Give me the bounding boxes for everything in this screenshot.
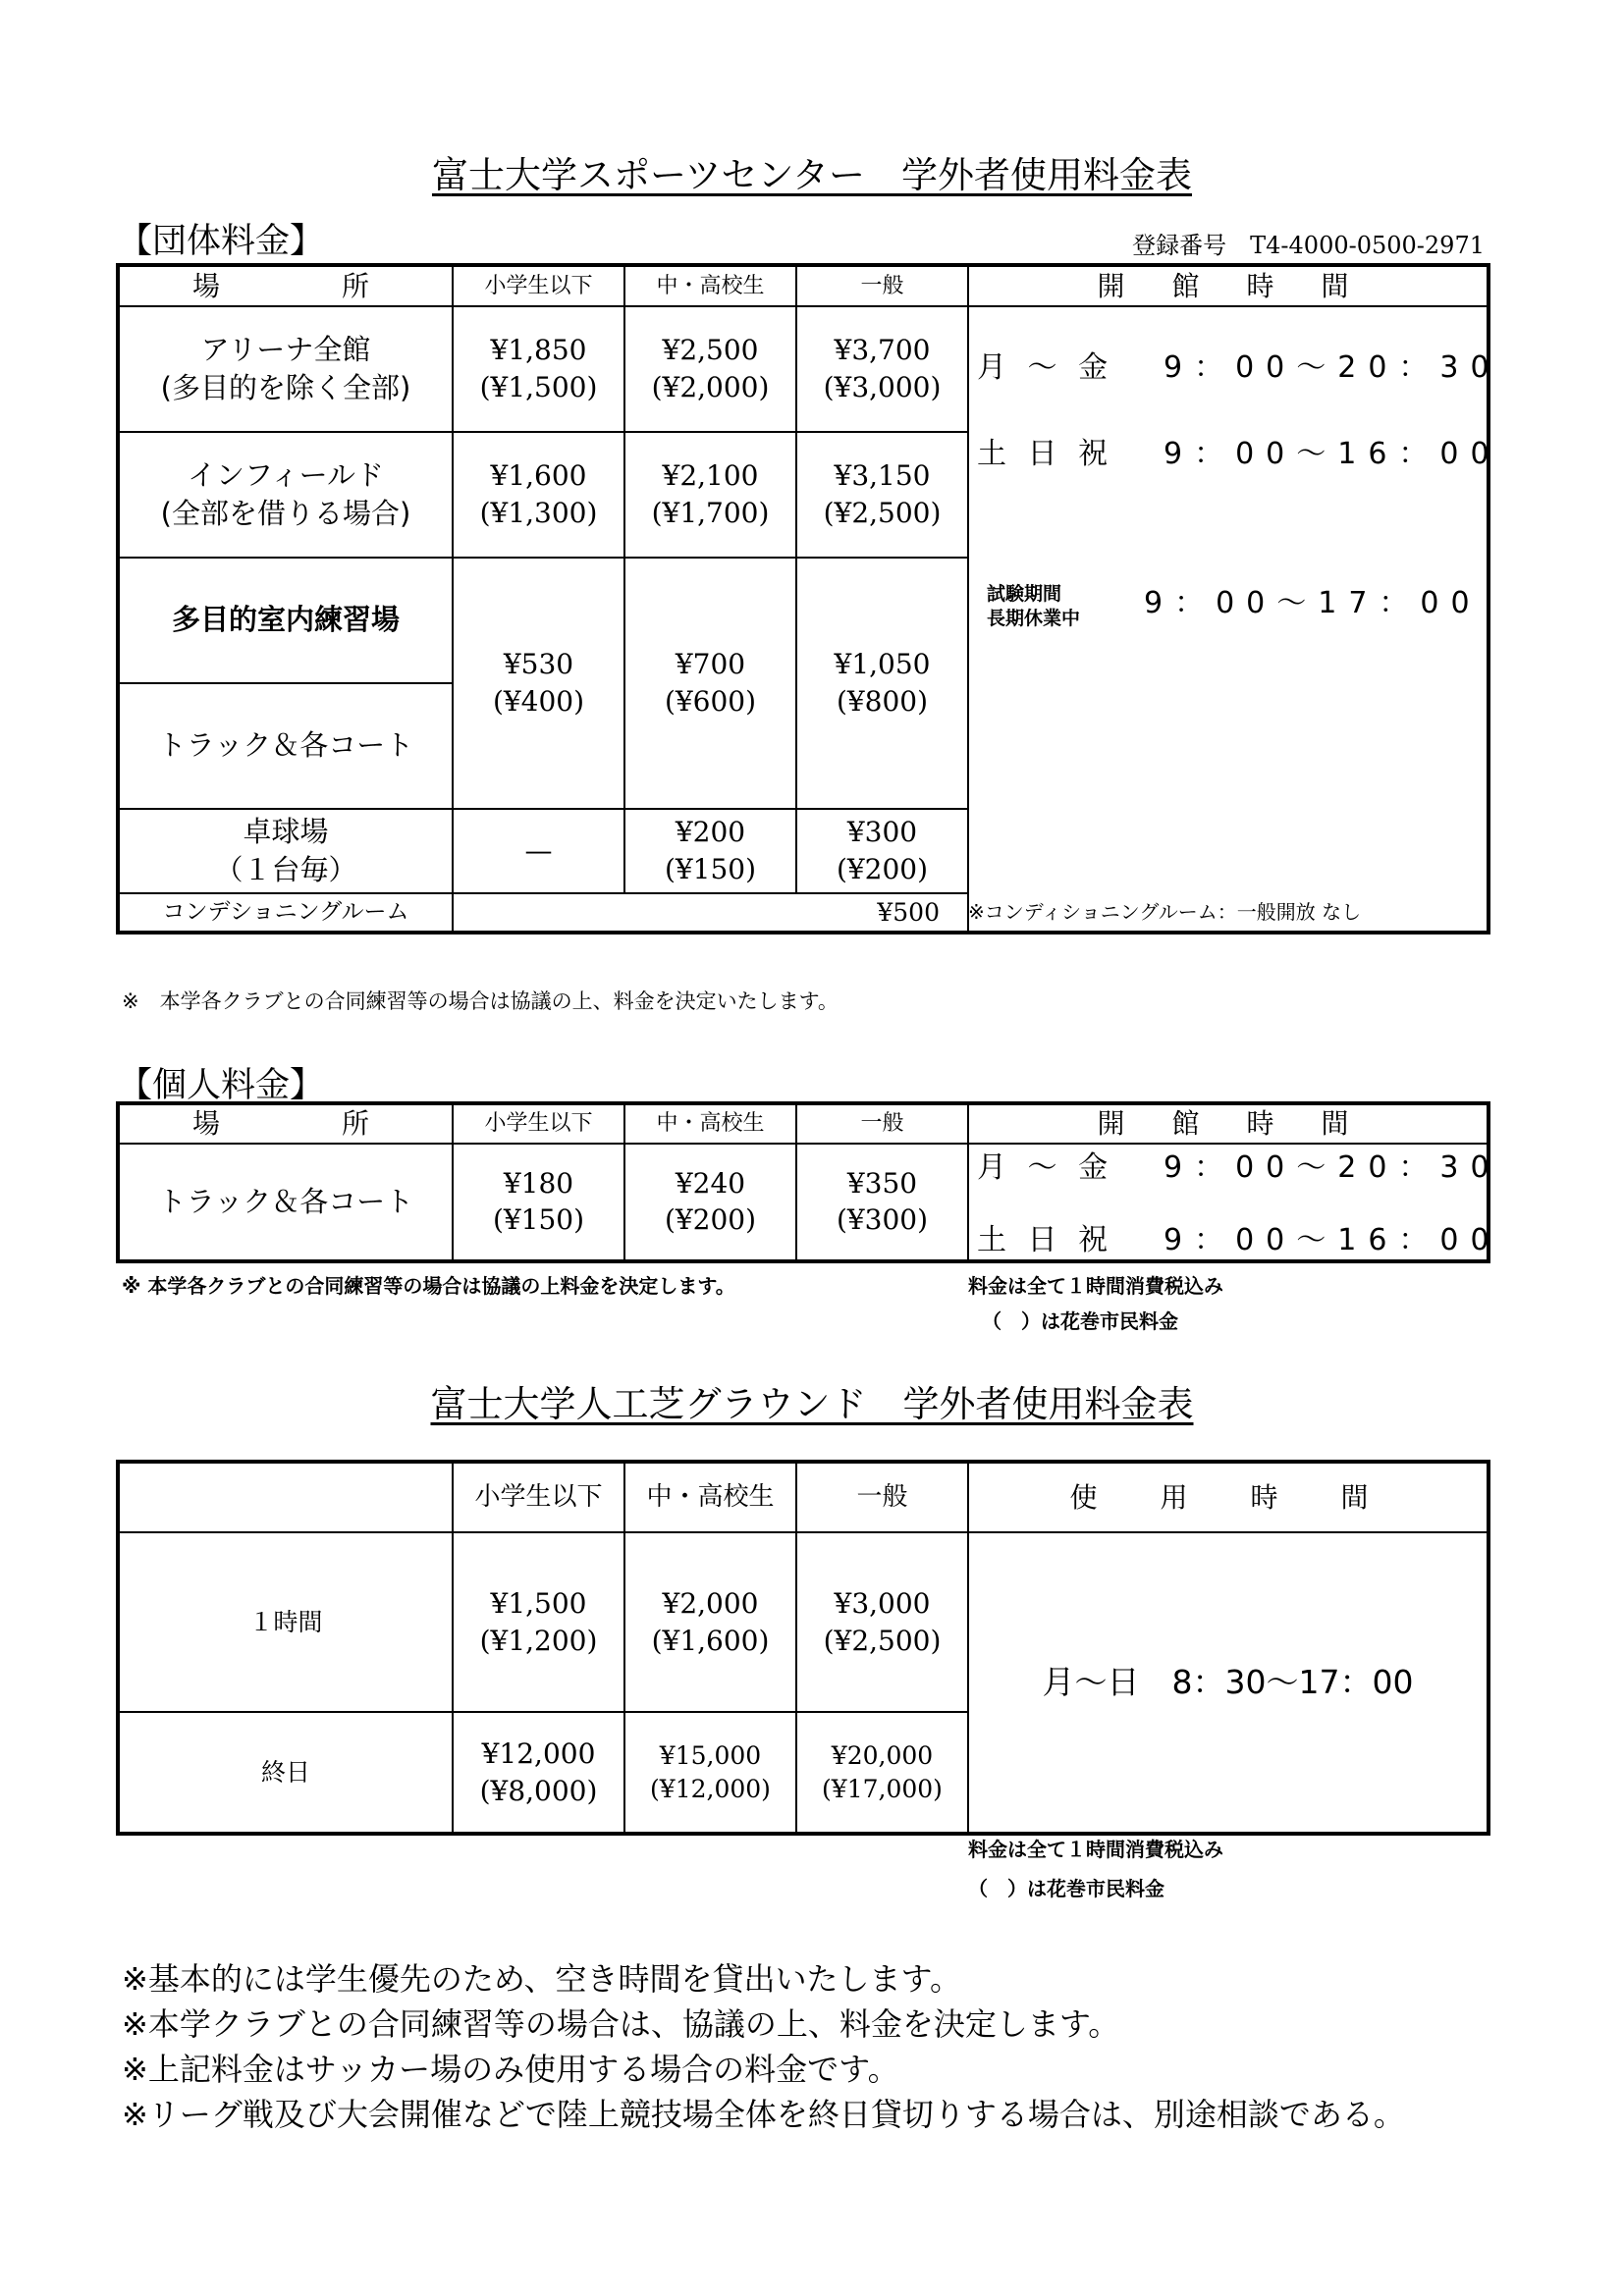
tax-included-note: 料金は全て１時間消費税込み [968,1274,1223,1298]
opening-hours-cell [968,306,1501,933]
price-elementary: — [453,809,624,893]
price-middle-high: ¥2,100 (¥1,700) [624,432,796,558]
price-general: ¥3,700 (¥3,000) [796,306,968,432]
place-name: トラック＆各コート [118,1144,453,1261]
header-hours: 開 館 時 間 [968,1103,1489,1144]
turf-fee-table [116,1460,1490,1836]
tax-included-note: 料金は全て１時間消費税込み [968,1838,1223,1861]
conditioning-room-label: コンデショニングルーム [118,893,453,933]
place-cell [118,809,453,893]
price-middle-high: ¥15,000 (¥12,000) [624,1712,796,1834]
conditioning-room-price: ¥500 [453,893,968,933]
registration-number: 登録番号 T4-4000-0500-2971 [1132,232,1485,259]
individual-fee-heading: 【個人料金】 [118,1066,325,1105]
price-elementary: ¥180 (¥150) [453,1144,624,1261]
header-usage-hours: 使 用 時 間 [968,1462,1489,1532]
exam-period-label: 試験期間 長期休業中 [987,583,1081,629]
individual-fee-note: ※ 本学各クラブとの合同練習等の場合は協議の上料金を決定します。 [122,1274,735,1298]
price-general: ¥3,150 (¥2,500) [796,432,968,558]
header-blank [118,1462,453,1532]
header-general: 一般 [796,265,968,306]
place-detail: (全部を借りる場合) [160,497,411,530]
header-general: 一般 [796,1103,968,1144]
price-middle-high: ¥200 (¥150) [624,809,796,893]
weekend-hours: 土 日 祝 9：00～16：00 [977,1222,1501,1257]
header-middle-high: 中・高校生 [624,1103,796,1144]
price-general: ¥1,050 (¥800) [796,558,968,809]
place-cell [118,432,453,558]
citizen-fee-note: （ ）は花巻市民料金 [968,1877,1164,1900]
header-elementary: 小学生以下 [453,265,624,306]
place-name: インフィールド [187,457,385,492]
place-name: 卓球場 [243,814,329,848]
group-fee-note: ※ 本学各クラブとの合同練習等の場合は協議の上、料金を決定いたします。 [122,989,839,1013]
header-place: 場 所 [118,1103,453,1144]
price-middle-high: ¥700 (¥600) [624,558,796,809]
exam-period-hours: 9：00～17：00 [1144,586,1482,620]
weekday-hours: 月 ～ 金 9：00～20：30 [977,1149,1501,1185]
opening-hours-cell [968,1144,1501,1261]
header-middle-high: 中・高校生 [624,1462,796,1532]
price-general: ¥350 (¥300) [796,1144,968,1261]
conditioning-room-note: ※コンディショニングルーム：一般開放 なし [968,900,1362,924]
header-place: 場 所 [118,265,453,306]
footer-note-1: ※基本的には学生優先のため、空き時間を貸出いたします。 [122,1960,961,1998]
price-general: ¥20,000 (¥17,000) [796,1712,968,1834]
sports-center-title: 富士大学スポーツセンター 学外者使用料金表 [431,154,1193,196]
price-middle-high: ¥240 (¥200) [624,1144,796,1261]
price-elementary: ¥1,850 (¥1,500) [453,306,624,432]
turf-ground-title: 富士大学人工芝グラウンド 学外者使用料金表 [430,1383,1194,1425]
price-general: ¥300 (¥200) [796,809,968,893]
price-middle-high: ¥2,500 (¥2,000) [624,306,796,432]
header-general: 一般 [796,1462,968,1532]
place-name: トラック＆各コート [118,683,453,809]
price-elementary: ¥12,000 (¥8,000) [453,1712,624,1834]
place-detail: (多目的を除く全部) [160,371,411,404]
header-elementary: 小学生以下 [453,1103,624,1144]
duration-label: １時間 [118,1532,453,1712]
header-middle-high: 中・高校生 [624,265,796,306]
group-fee-heading: 【団体料金】 [118,222,325,261]
place-name: アリーナ全館 [200,332,371,366]
header-hours: 開 館 時 間 [968,265,1489,306]
footer-note-2: ※本学クラブとの合同練習等の場合は、協議の上、料金を決定します。 [122,2005,1120,2043]
place-name: 多目的室内練習場 [118,558,453,683]
group-fee-table [116,263,1501,934]
price-elementary: ¥1,500 (¥1,200) [453,1532,624,1712]
price-elementary: ¥1,600 (¥1,300) [453,432,624,558]
price-general: ¥3,000 (¥2,500) [796,1532,968,1712]
citizen-fee-note: （ ）は花巻市民料金 [982,1309,1178,1333]
place-cell [118,306,453,432]
header-elementary: 小学生以下 [453,1462,624,1532]
weekend-hours: 土 日 祝 9：00～16：00 [977,437,1501,471]
duration-label: 終日 [118,1712,453,1834]
individual-fee-table [116,1101,1501,1263]
footer-note-3: ※上記料金はサッカー場のみ使用する場合の料金です。 [122,2051,899,2088]
weekday-hours: 月 ～ 金 9：00～20：30 [977,350,1501,385]
price-middle-high: ¥2,000 (¥1,600) [624,1532,796,1712]
price-elementary: ¥530 (¥400) [453,558,624,809]
footer-note-4: ※リーグ戦及び大会開催などで陸上競技場全体を終日貸切りする場合は、別途相談である。 [122,2096,1405,2133]
usage-hours: 月～日 8：30～17：00 [968,1532,1489,1834]
place-detail: （１台毎） [214,853,357,886]
